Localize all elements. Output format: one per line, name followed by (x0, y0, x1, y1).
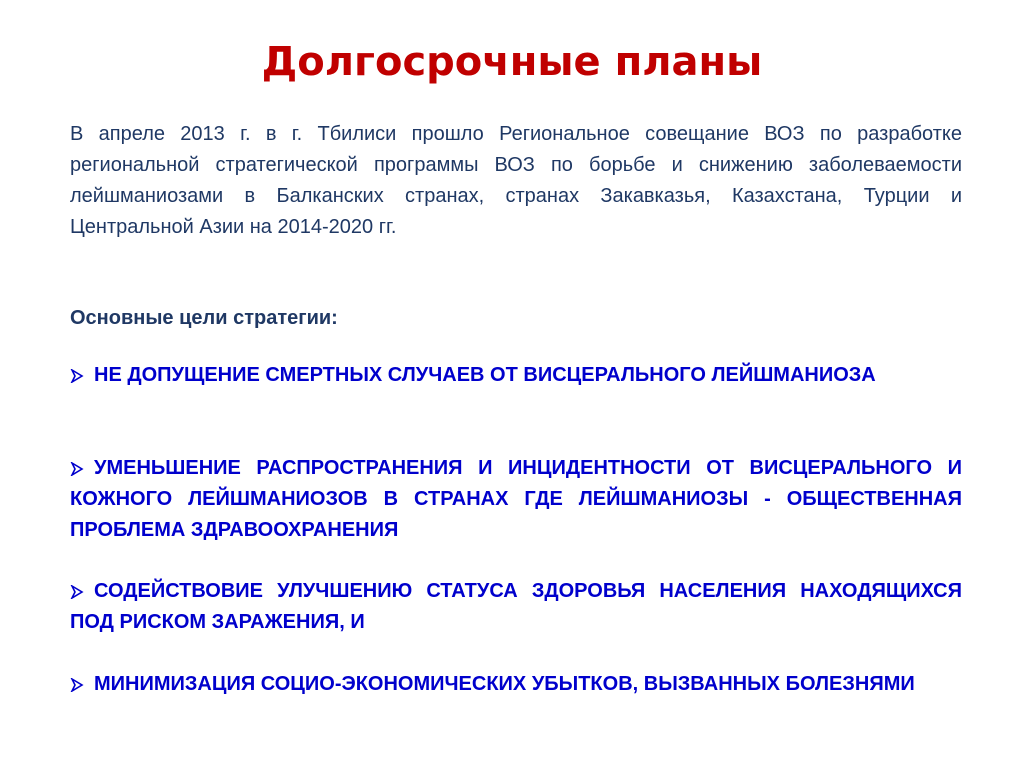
arrowhead-bullet-icon (70, 460, 86, 474)
intro-paragraph: В апреле 2013 г. в г. Тбилиси прошло Региональное совещание ВОЗ по разработке региональной стратегической программы ВОЗ по борьбе и снижению заболеваемости лейшманиозами в Балканских странах, странах Закавказья, Казахстана, Турции и Центральной Азии на 2014-2020 гг. (70, 123, 962, 238)
goal-text: НЕ ДОПУЩЕНИЕ СМЕРТНЫХ СЛУЧАЕВ ОТ ВИСЦЕРАЛЬНОГО ЛЕЙШМАНИОЗА (94, 364, 876, 386)
goal-item (70, 576, 962, 638)
goal-item (70, 360, 962, 391)
goal-text: МИНИМИЗАЦИЯ СОЦИО-ЭКОНОМИЧЕСКИХ УБЫТКОВ, ВЫЗВАННЫХ БОЛЕЗНЯМИ (94, 673, 915, 695)
goal-text: УМЕНЬШЕНИЕ РАСПРОСТРАНЕНИЯ И ИНЦИДЕНТНОСТИ ОТ ВИСЦЕРАЛЬНОГО И КОЖНОГО ЛЕЙШМАНИОЗОВ В СТРАНАХ ГДЕ ЛЕЙШМАНИОЗЫ - ОБЩЕСТВЕННАЯ ПРОБЛЕМА ЗДРАВООХРАНЕНИЯ (70, 457, 962, 541)
goal-item (70, 453, 962, 546)
goal-text: СОДЕЙСТВОВИЕ УЛУЧШЕНИЮ СТАТУСА ЗДОРОВЬЯ НАСЕЛЕНИЯ НАХОДЯЩИХСЯ ПОД РИСКОМ ЗАРАЖЕНИЯ, И (70, 580, 962, 633)
goals-heading: Основные цели стратегии: (70, 307, 338, 329)
arrowhead-bullet-icon (70, 367, 86, 381)
arrowhead-bullet-icon (70, 583, 86, 597)
arrowhead-bullet-icon (70, 676, 86, 690)
slide-title: Долгосрочные планы (261, 39, 763, 85)
goal-item (70, 669, 962, 700)
